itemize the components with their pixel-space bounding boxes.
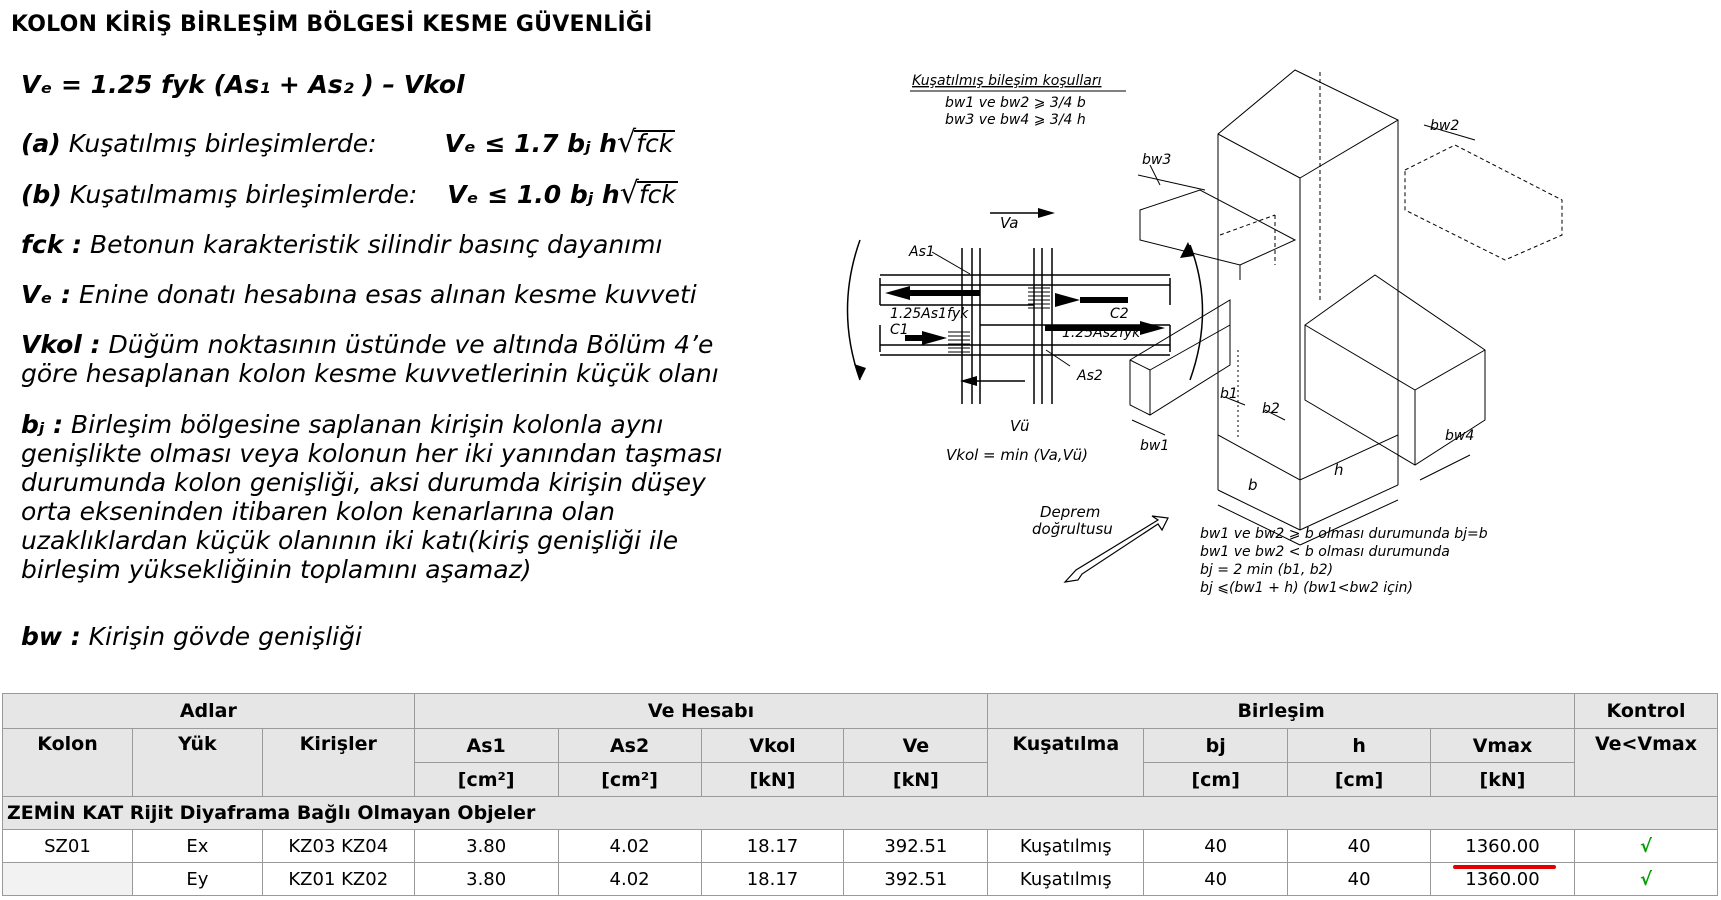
- def-bw: [21, 622, 741, 651]
- cell-kusatilma: Kuşatılmış: [988, 830, 1144, 863]
- col-ve: Ve: [844, 729, 988, 763]
- label-bw3: bw3: [1142, 152, 1172, 168]
- unit-vmax: [kN]: [1431, 763, 1575, 797]
- cell-vmax: 1360.00: [1431, 830, 1575, 863]
- cell-kirisler: KZ01 KZ02: [262, 863, 414, 896]
- label-as1: As1: [909, 244, 935, 260]
- cell-h: 40: [1288, 863, 1431, 896]
- case-a-label: (a): [21, 129, 61, 158]
- cell-as1: 3.80: [414, 863, 558, 896]
- label-va: Va: [1000, 214, 1019, 232]
- unit-as2: [cm²]: [558, 763, 701, 797]
- confinement-line1: bw1 ve bw2 ⩾ 3/4 b: [945, 95, 1086, 111]
- unit-bj: [cm]: [1144, 763, 1288, 797]
- col-vmax: Vmax: [1431, 729, 1575, 763]
- group-adlar: Adlar: [3, 694, 415, 729]
- section-title: ZEMİN KAT Rijit Diyaframa Bağlı Olmayan Objeler: [3, 797, 1718, 830]
- label-c2: C2: [1110, 306, 1129, 322]
- case-b: (b) Kuşatılmamış birleşimlerde: Vₑ ≤ 1.0 bⱼ h√fck: [21, 176, 676, 211]
- cell-kusatilma: Kuşatılmış: [988, 863, 1144, 896]
- label-vkol-eq: Vkol = min (Va,Vü): [946, 446, 1088, 464]
- label-bw2: bw2: [1430, 118, 1460, 134]
- case-b-root: fck: [638, 180, 676, 209]
- def-bj: [21, 410, 731, 584]
- label-deprem: Deprem: [1040, 503, 1101, 521]
- unit-vkol: [kN]: [701, 763, 844, 797]
- def-fck: [21, 230, 741, 259]
- cell-vkol: 18.17: [701, 863, 844, 896]
- unit-h: [cm]: [1288, 763, 1431, 797]
- group-kontrol: Kontrol: [1574, 694, 1717, 729]
- note-3: bj = 2 min (b1, b2): [1200, 562, 1334, 578]
- table-group-header: [3, 694, 1718, 729]
- check-icon: √: [1574, 863, 1717, 896]
- case-b-text: Kuşatılmamış birleşimlerde:: [69, 180, 418, 209]
- label-bw1: bw1: [1140, 438, 1170, 454]
- cell-ve: 392.51: [844, 863, 988, 896]
- cell-kirisler: KZ03 KZ04: [262, 830, 414, 863]
- cell-as2: 4.02: [558, 830, 701, 863]
- joint-isometric: [1130, 70, 1562, 545]
- def-ve-term: Vₑ :: [21, 280, 72, 309]
- label-dogrultusu: doğrultusu: [1032, 520, 1113, 538]
- def-bw-term: bw :: [21, 622, 81, 651]
- table-section-row: [3, 797, 1718, 830]
- force-arrows: [854, 208, 1194, 386]
- case-a: (a) Kuşatılmış birleşimlerde: Vₑ ≤ 1.7 bⱼ h√fck: [21, 125, 674, 160]
- col-kolon: Kolon: [3, 729, 133, 797]
- cell-yuk: Ex: [132, 830, 262, 863]
- cell-vmax: 1360.00: [1431, 863, 1575, 896]
- def-vkol: [21, 330, 721, 388]
- label-as2: As2: [1077, 368, 1103, 384]
- col-as1: As1: [414, 729, 558, 763]
- col-yuk: Yük: [132, 729, 262, 797]
- cell-kolon: SZ01: [3, 830, 133, 863]
- cell-kolon: [3, 863, 133, 896]
- vmax-highlight-underline: [1453, 865, 1556, 869]
- joint-diagram: [820, 60, 1720, 660]
- label-bw4: bw4: [1445, 428, 1475, 444]
- label-c1: C1: [890, 322, 909, 338]
- label-b1: b1: [1220, 386, 1238, 402]
- def-vkol-term: Vkol :: [21, 330, 101, 359]
- def-fck-text: Betonun karakteristik silindir basınç dayanımı: [89, 230, 663, 259]
- note-2: bw1 ve bw2 < b olması durumunda: [1200, 544, 1450, 560]
- case-b-formula: Vₑ ≤ 1.0 bⱼ h: [447, 180, 620, 209]
- col-bj: bj: [1144, 729, 1288, 763]
- label-force1: 1.25As1fyk: [890, 306, 969, 322]
- def-fck-term: fck :: [21, 230, 83, 259]
- col-kusatilma: Kuşatılma: [988, 729, 1144, 797]
- cell-yuk: Ey: [132, 863, 262, 896]
- check-icon: √: [1574, 830, 1717, 863]
- def-ve: [21, 280, 741, 309]
- label-force2: 1.25As2fyk: [1062, 325, 1141, 341]
- note-1: bw1 ve bw2 ⩾ b olması durumunda bj=b: [1200, 526, 1488, 542]
- def-bj-text: Birleşim bölgesine saplanan kirişin kolonla aynı genişlikte olması veya kolonun her iki yanından taşması durumunda kolon genişliği, aksi durumda kirişin düşey orta ekseninden itibaren kolon kenarlarına olan uzaklıklardan küçük olanının iki katı(kiriş genişliği ile birleşim yüksekliğinin toplamını aşamaz): [21, 410, 723, 584]
- case-a-text: Kuşatılmış birleşimlerde:: [68, 129, 377, 158]
- case-a-formula: Vₑ ≤ 1.7 bⱼ h: [444, 129, 618, 158]
- cell-as1: 3.80: [414, 830, 558, 863]
- cell-h: 40: [1288, 830, 1431, 863]
- def-bj-term: bⱼ :: [21, 410, 64, 439]
- case-b-label: (b): [21, 180, 62, 209]
- cell-vkol: 18.17: [701, 830, 844, 863]
- cell-bj: 40: [1144, 830, 1288, 863]
- col-ve-vmax: Ve<Vmax: [1574, 729, 1717, 797]
- cell-as2: 4.02: [558, 863, 701, 896]
- col-kirisler: Kirişler: [262, 729, 414, 797]
- note-4: bj ⩽(bw1 + h) (bw1<bw2 için): [1200, 580, 1414, 596]
- page-title: KOLON KİRİŞ BİRLEŞİM BÖLGESİ KESME GÜVENLİĞİ: [11, 12, 653, 37]
- group-ve-hesabi: Ve Hesabı: [414, 694, 988, 729]
- confinement-title: Kuşatılmış bileşim koşulları: [912, 73, 1102, 89]
- label-h: h: [1334, 461, 1344, 479]
- label-b: b: [1248, 476, 1258, 494]
- def-vkol-text: Düğüm noktasının üstünde ve altında Bölüm 4’e göre hesaplanan kolon kesme kuvvetlerinin küçük olanı: [21, 330, 719, 388]
- col-vkol: Vkol: [701, 729, 844, 763]
- table-row[interactable]: [3, 830, 1718, 863]
- col-h: h: [1288, 729, 1431, 763]
- def-ve-text: Enine donatı hesabına esas alınan kesme kuvveti: [78, 280, 697, 309]
- label-b2: b2: [1262, 401, 1280, 417]
- group-birlesim: Birleşim: [988, 694, 1575, 729]
- unit-ve: [kN]: [844, 763, 988, 797]
- case-a-root: fck: [636, 129, 674, 158]
- confinement-line2: bw3 ve bw4 ⩾ 3/4 h: [945, 112, 1086, 128]
- table-column-header: [3, 729, 1718, 763]
- col-as2: As2: [558, 729, 701, 763]
- main-formula: Vₑ = 1.25 fyk (As₁ + As₂ ) – Vkol: [21, 70, 465, 99]
- label-vu: Vü: [1010, 417, 1030, 435]
- def-bw-text: Kirişin gövde genişliği: [88, 622, 362, 651]
- cell-ve: 392.51: [844, 830, 988, 863]
- cell-bj: 40: [1144, 863, 1288, 896]
- unit-as1: [cm²]: [414, 763, 558, 797]
